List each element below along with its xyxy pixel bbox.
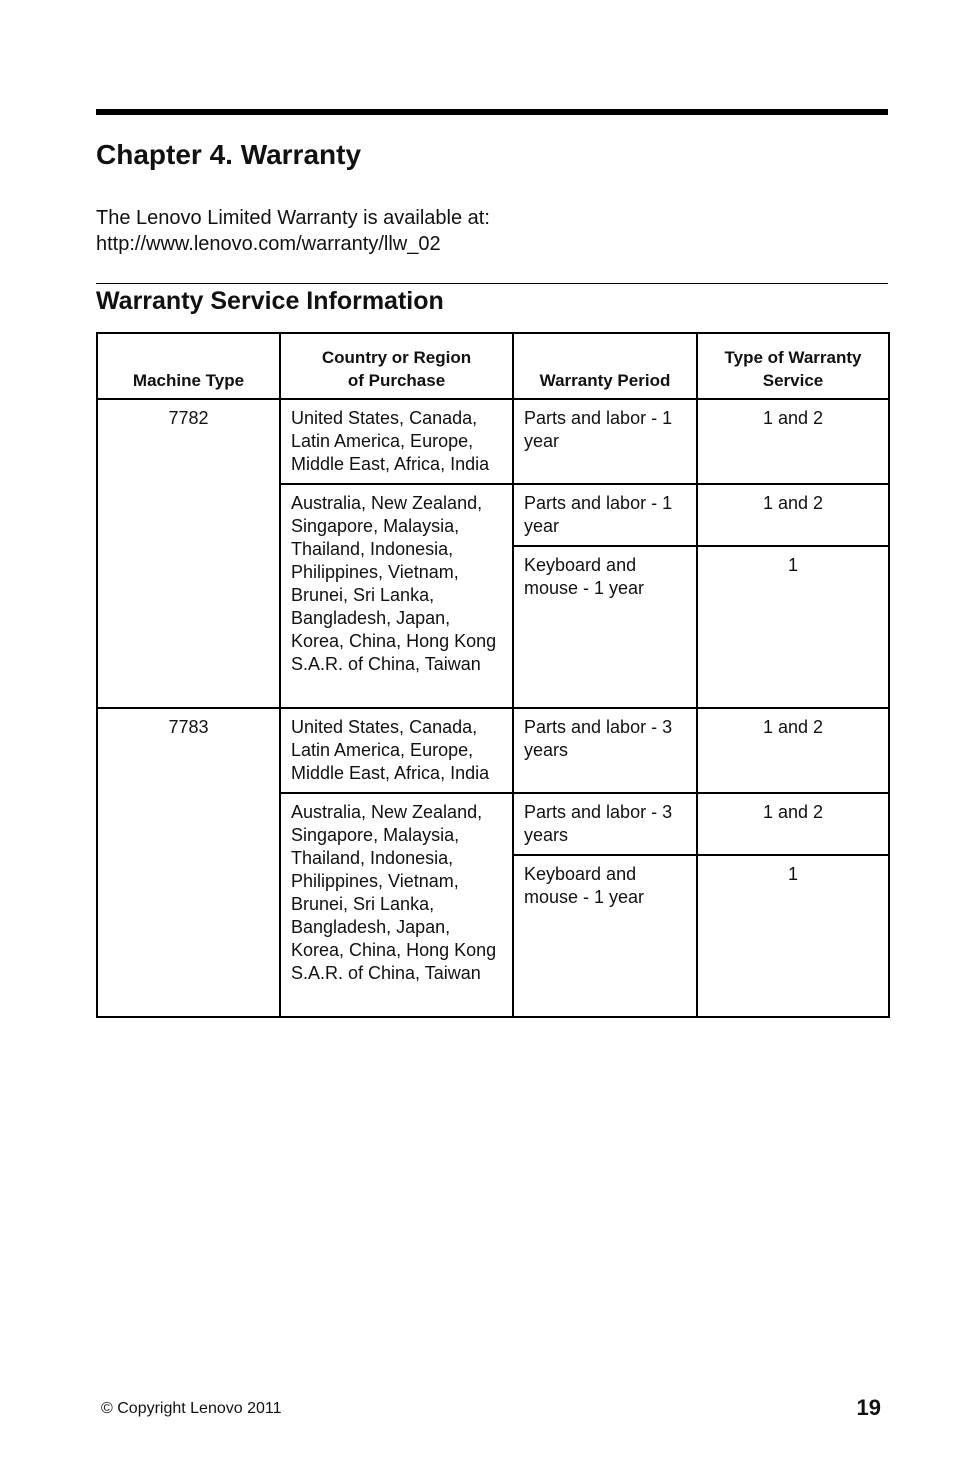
- intro-text: The Lenovo Limited Warranty is available at:: [96, 207, 490, 229]
- header-type-line2: Service: [762, 371, 824, 390]
- service-type-cell: 1 and 2: [697, 399, 889, 484]
- copyright-notice: © Copyright Lenovo 2011: [101, 1400, 282, 1417]
- header-machine-type: Machine Type: [97, 333, 280, 399]
- warranty-period-cell: Keyboard and mouse - 1 year: [513, 546, 697, 708]
- warranty-intro: [96, 205, 490, 257]
- section-rule: [96, 283, 888, 284]
- header-type-line1: Type of Warranty: [724, 348, 862, 367]
- chapter-top-rule: [96, 109, 888, 115]
- header-warranty-period: Warranty Period: [513, 333, 697, 399]
- page-number: 19: [856, 1395, 881, 1420]
- machine-type-cell: 7783: [97, 708, 280, 1017]
- chapter-title: Chapter 4. Warranty: [96, 139, 362, 170]
- region-cell: Australia, New Zealand, Singapore, Malaysia, Thailand, Indonesia, Philippines, Vietnam, Brunei, Sri Lanka, Bangladesh, Japan, Korea, China, Hong Kong S.A.R. of China, Taiwan: [280, 484, 513, 708]
- table-row: [97, 708, 889, 793]
- section-title: Warranty Service Information: [96, 287, 444, 315]
- header-country-line2: of Purchase: [347, 371, 446, 390]
- header-service-type: [697, 333, 889, 399]
- service-type-cell: 1: [697, 855, 889, 1017]
- header-country-line1: Country or Region: [321, 348, 472, 367]
- region-cell: Australia, New Zealand, Singapore, Malaysia, Thailand, Indonesia, Philippines, Vietnam, Brunei, Sri Lanka, Bangladesh, Japan, Korea, China, Hong Kong S.A.R. of China, Taiwan: [280, 793, 513, 1017]
- warranty-service-table: [96, 332, 890, 1018]
- service-type-cell: 1 and 2: [697, 708, 889, 793]
- warranty-period-cell: Parts and labor - 3 years: [513, 793, 697, 855]
- table-header-row: [97, 333, 889, 399]
- machine-type-cell: 7782: [97, 399, 280, 708]
- region-cell: United States, Canada, Latin America, Europe, Middle East, Africa, India: [280, 708, 513, 793]
- warranty-period-cell: Parts and labor - 1 year: [513, 399, 697, 484]
- warranty-period-cell: Parts and labor - 3 years: [513, 708, 697, 793]
- service-type-cell: 1 and 2: [697, 484, 889, 546]
- header-country-region: [280, 333, 513, 399]
- service-type-cell: 1: [697, 546, 889, 708]
- service-type-cell: 1 and 2: [697, 793, 889, 855]
- table-row: [97, 399, 889, 484]
- warranty-period-cell: Parts and labor - 1 year: [513, 484, 697, 546]
- warranty-period-cell: Keyboard and mouse - 1 year: [513, 855, 697, 1017]
- region-cell: United States, Canada, Latin America, Europe, Middle East, Africa, India: [280, 399, 513, 484]
- warranty-url: http://www.lenovo.com/warranty/llw_02: [96, 233, 441, 255]
